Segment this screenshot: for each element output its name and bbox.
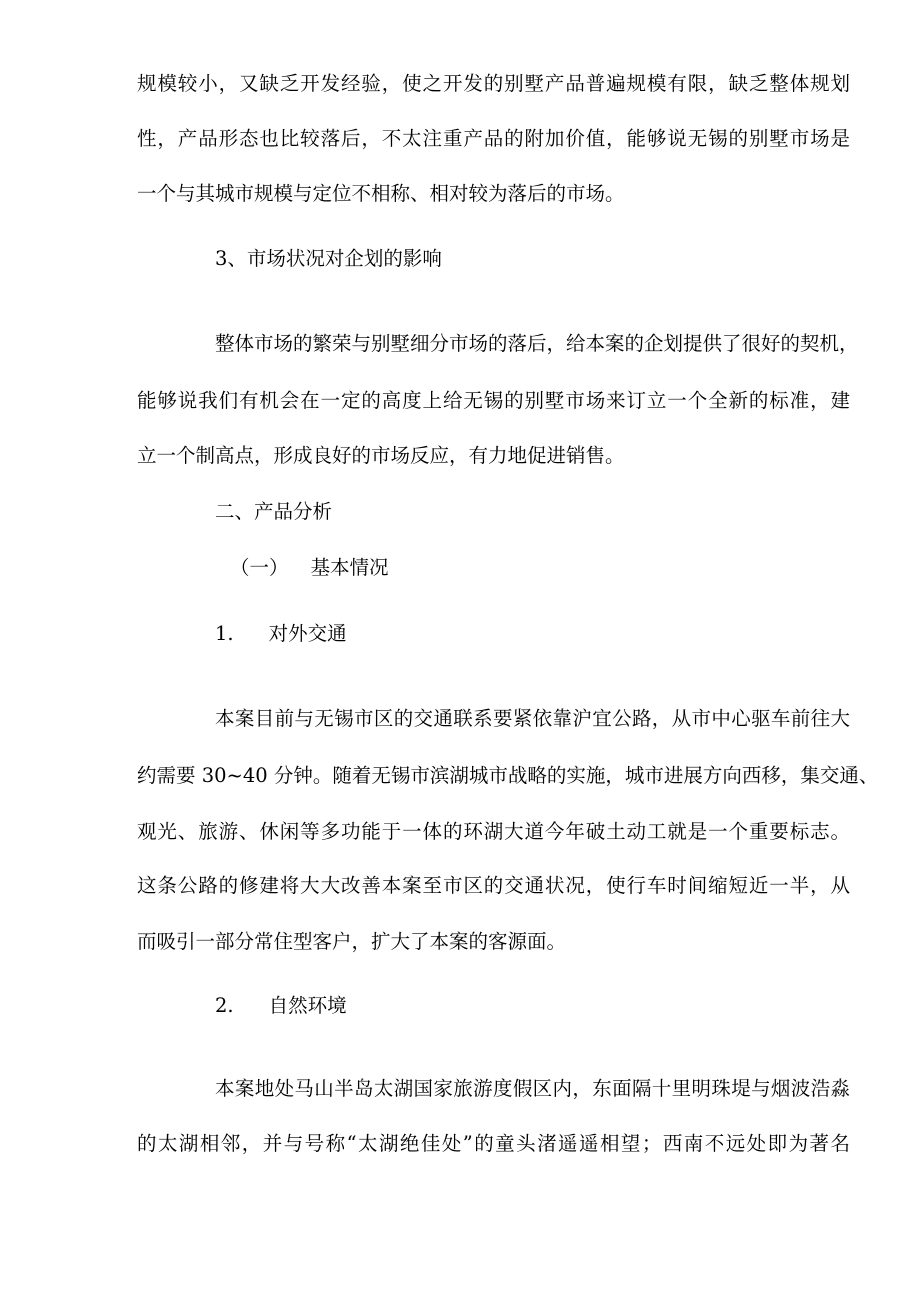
section-heading: 3、市场状况对企划的影响 bbox=[215, 247, 442, 270]
paragraph-line: 能够说我们有机会在一定的高度上给无锡的别墅市场来订立一个全新的标准，建 bbox=[137, 389, 850, 412]
paragraph-line: 本案目前与无锡市区的交通联系要紧依靠沪宜公路，从市中心驱车前往大 bbox=[215, 707, 850, 730]
subsection-title: 基本情况 bbox=[310, 556, 389, 579]
paragraph-line: 整体市场的繁荣与别墅细分市场的落后，给本案的企划提供了很好的契机， bbox=[215, 332, 859, 355]
heading-title: 自然环境 bbox=[268, 994, 347, 1017]
paragraph-line: 的太湖相邻，并与号称“太湖绝佳处”的童头渚遥遥相望；西南不远处即为著名 bbox=[137, 1132, 850, 1155]
heading-number: 1. bbox=[215, 622, 234, 645]
paragraph-line: 规模较小，又缺乏开发经验，使之开发的别墅产品普遍规模有限，缺乏整体规划 bbox=[137, 72, 850, 95]
heading-number: 2. bbox=[215, 994, 234, 1017]
heading-title: 对外交通 bbox=[268, 622, 347, 645]
subsection-heading bbox=[230, 554, 389, 582]
chapter-heading: 二、产品分析 bbox=[215, 500, 333, 523]
paragraph-line: 约需要 30~40 分钟。随着无锡市滨湖城市战略的实施，城市进展方向西移，集交通、 bbox=[137, 764, 879, 787]
paragraph-line: 一个与其城市规模与定位不相称、相对较为落后的市场。 bbox=[137, 182, 625, 205]
paragraph-line: 观光、旅游、休闲等多功能于一体的环湖大道今年破土动工就是一个重要标志。 bbox=[137, 820, 850, 843]
paragraph-line: 性，产品形态也比较落后，不太注重产品的附加价值，能够说无锡的别墅市场是 bbox=[137, 127, 850, 150]
paragraph-line: 立一个制高点，形成良好的市场反应，有力地促进销售。 bbox=[137, 444, 625, 467]
paragraph-line: 而吸引一部分常住型客户，扩大了本案的客源面。 bbox=[137, 930, 567, 953]
numbered-heading bbox=[215, 992, 347, 1020]
paragraph-line: 本案地处马山半岛太湖国家旅游度假区内，东面隔十里明珠堤与烟波浩淼 bbox=[215, 1077, 850, 1100]
numbered-heading bbox=[215, 620, 347, 648]
subsection-number: （一） bbox=[230, 556, 289, 579]
paragraph-line: 这条公路的修建将大大改善本案至市区的交通状况，使行车时间缩短近一半，从 bbox=[137, 874, 850, 897]
